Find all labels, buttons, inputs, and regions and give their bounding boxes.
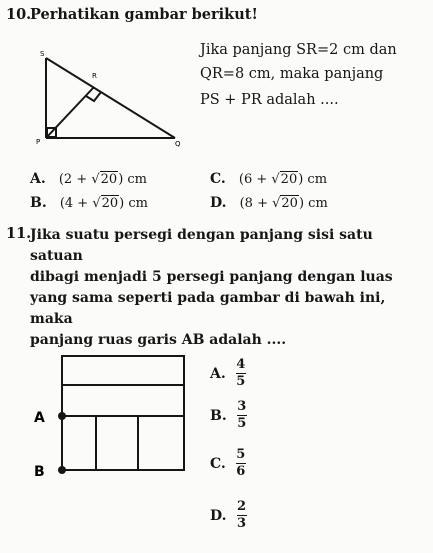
option-letter: A. bbox=[30, 171, 46, 187]
label-r: R bbox=[92, 72, 97, 80]
option-letter: D. bbox=[210, 507, 227, 524]
option-letter: B. bbox=[210, 407, 227, 424]
label-b: B bbox=[34, 464, 45, 480]
fraction: $\frac{4}{5}$ bbox=[236, 357, 246, 390]
option-value: (4 + √20) cm bbox=[59, 196, 148, 211]
q11-option-a[interactable] bbox=[210, 358, 246, 389]
q11-option-b[interactable] bbox=[210, 400, 247, 431]
question-10-prompt: Perhatikan gambar berikut! bbox=[30, 6, 258, 23]
label-a: A bbox=[34, 410, 45, 426]
fraction: $\frac{3}{5}$ bbox=[237, 399, 247, 432]
q10-option-c[interactable] bbox=[210, 168, 327, 187]
option-letter: D. bbox=[210, 195, 227, 211]
q11-line-4: panjang ruas garis AB adalah .... bbox=[30, 332, 287, 348]
q11-line-1: Jika suatu persegi dengan panjang sisi satu satuan bbox=[30, 227, 373, 264]
point-b bbox=[58, 466, 66, 474]
q10-text-line-2: QR=8 cm, maka panjang bbox=[200, 66, 384, 82]
q10-option-d[interactable] bbox=[210, 192, 328, 211]
q10-text-line-3: PS + PR adalah .... bbox=[200, 92, 339, 108]
altitude-pr bbox=[46, 87, 94, 138]
square-figure bbox=[30, 352, 190, 482]
label-q: Q bbox=[175, 140, 181, 148]
label-p: P bbox=[36, 138, 41, 146]
q10-text-line-1: Jika panjang SR=2 cm dan bbox=[200, 42, 397, 58]
q10-option-a[interactable] bbox=[30, 168, 147, 187]
point-a bbox=[58, 412, 66, 420]
triangle-figure bbox=[30, 46, 195, 156]
hypotenuse-sq bbox=[46, 58, 175, 138]
option-letter: A. bbox=[210, 365, 226, 382]
question-11-text bbox=[30, 225, 430, 351]
q11-line-2: dibagi menjadi 5 persegi panjang dengan luas bbox=[30, 269, 393, 285]
option-letter: C. bbox=[210, 171, 226, 187]
option-value: (8 + √20) cm bbox=[239, 196, 328, 211]
q11-line-3: yang sama seperti pada gambar di bawah ini, maka bbox=[30, 290, 386, 327]
fraction: $\frac{2}{3}$ bbox=[236, 499, 247, 532]
unit-square bbox=[62, 356, 184, 470]
question-11-number: 11. bbox=[6, 225, 32, 242]
option-value: (6 + √20) cm bbox=[238, 172, 328, 187]
option-letter: B. bbox=[30, 195, 47, 211]
q11-option-d[interactable] bbox=[210, 500, 247, 531]
option-value: (2 + √20) cm bbox=[58, 172, 147, 187]
question-10-number: 10. bbox=[6, 6, 32, 23]
q10-option-b[interactable] bbox=[30, 192, 148, 211]
label-s: S bbox=[40, 50, 45, 58]
q11-option-c[interactable] bbox=[210, 448, 246, 479]
fraction: $\frac{5}{6}$ bbox=[236, 447, 246, 480]
option-letter: C. bbox=[210, 455, 226, 472]
